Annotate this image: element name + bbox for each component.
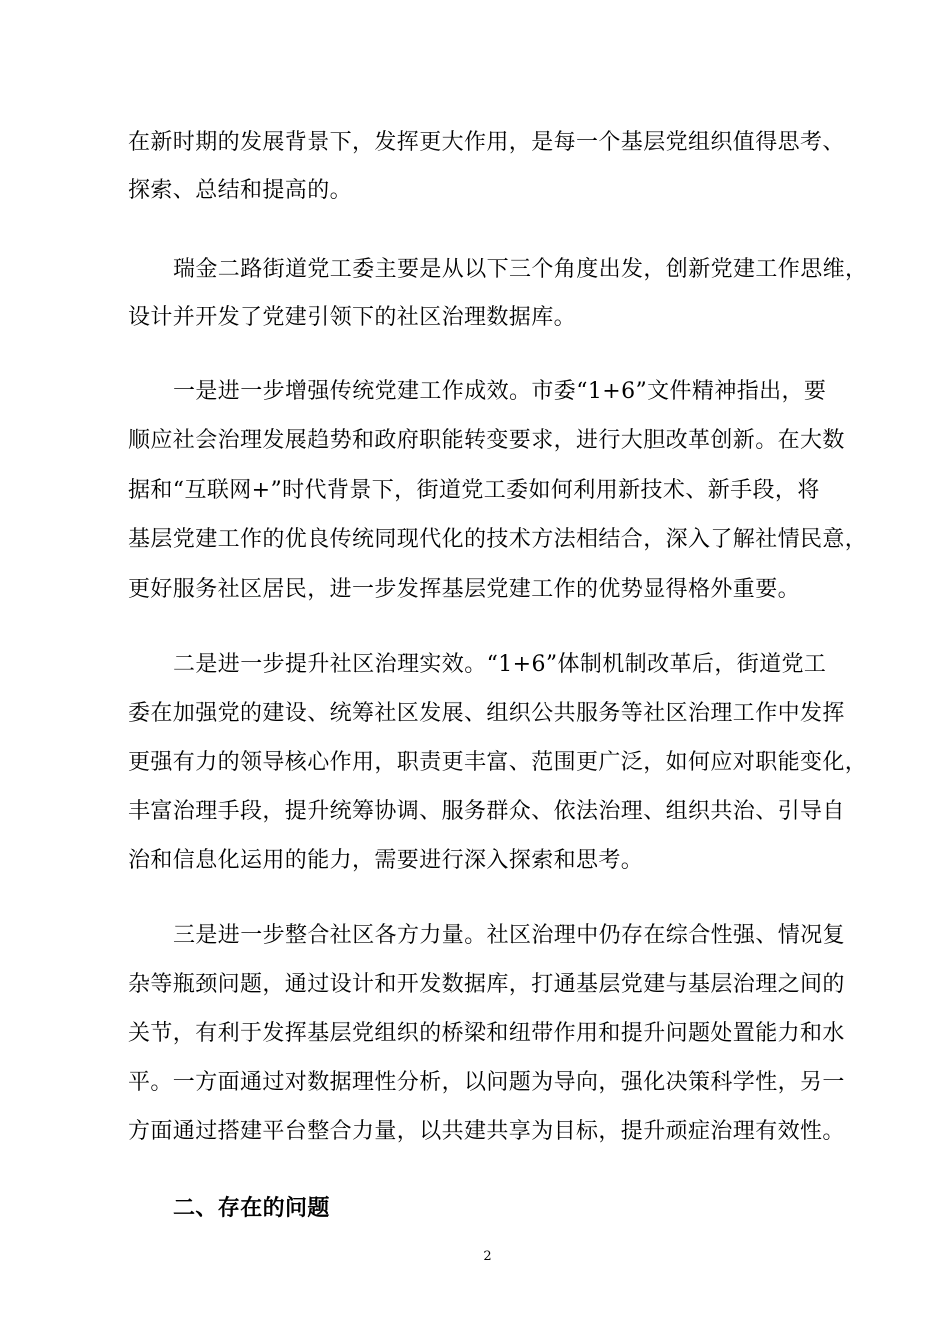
paragraph-3-line-5: 更好服务社区居民，进一步发挥基层党建工作的优势显得格外重要。 <box>128 577 801 602</box>
section-heading: 二、存在的问题 <box>173 1196 330 1221</box>
paragraph-1-line-2: 探索、总结和提高的。 <box>128 178 353 203</box>
paragraph-5-line-3: 关节，有利于发挥基层党组织的桥梁和纽带作用和提升问题处置能力和水 <box>128 1021 845 1046</box>
paragraph-2-line-2: 设计并开发了党建引领下的社区治理数据库。 <box>128 305 577 330</box>
paragraph-4-line-2: 委在加强党的建设、统筹社区发展、组织公共服务等社区治理工作中发挥 <box>128 701 845 726</box>
page-number: 2 <box>483 1249 492 1264</box>
paragraph-5-line-5: 方面通过搭建平台整合力量，以共建共享为目标，提升顽症治理有效性。 <box>128 1119 845 1144</box>
paragraph-5-line-2: 杂等瓶颈问题，通过设计和开发数据库，打通基层党建与基层治理之间的 <box>128 972 845 997</box>
paragraph-2-line-1: 瑞金二路街道党工委主要是从以下三个角度出发，创新党建工作思维， <box>173 257 868 282</box>
paragraph-4-line-4: 丰富治理手段，提升统筹协调、服务群众、依法治理、组织共治、引导自 <box>128 799 845 824</box>
paragraph-3-line-3: 据和“互联网+”时代背景下，街道党工委如何利用新技术、新手段，将 <box>128 478 820 503</box>
paragraph-1-line-1: 在新时期的发展背景下，发挥更大作用，是每一个基层党组织值得思考、 <box>128 130 845 155</box>
paragraph-3-line-4: 基层党建工作的优良传统同现代化的技术方法相结合，深入了解社情民意， <box>128 527 868 552</box>
paragraph-3-line-2: 顺应社会治理发展趋势和政府职能转变要求，进行大胆改革创新。在大数 <box>128 428 845 453</box>
paragraph-4-line-3: 更强有力的领导核心作用，职责更丰富、范围更广泛，如何应对职能变化， <box>128 750 868 775</box>
paragraph-4-line-1: 二是进一步提升社区治理实效。“1+6”体制机制改革后，街道党工 <box>173 652 827 677</box>
paragraph-3-line-1: 一是进一步增强传统党建工作成效。市委“1+6”文件精神指出，要 <box>173 379 827 404</box>
paragraph-5-line-1: 三是进一步整合社区各方力量。社区治理中仍存在综合性强、情况复 <box>173 923 846 948</box>
paragraph-5-line-4: 平。一方面通过对数据理性分析，以问题为导向，强化决策科学性，另一 <box>128 1070 845 1095</box>
paragraph-4-line-5: 治和信息化运用的能力，需要进行深入探索和思考。 <box>128 848 644 873</box>
